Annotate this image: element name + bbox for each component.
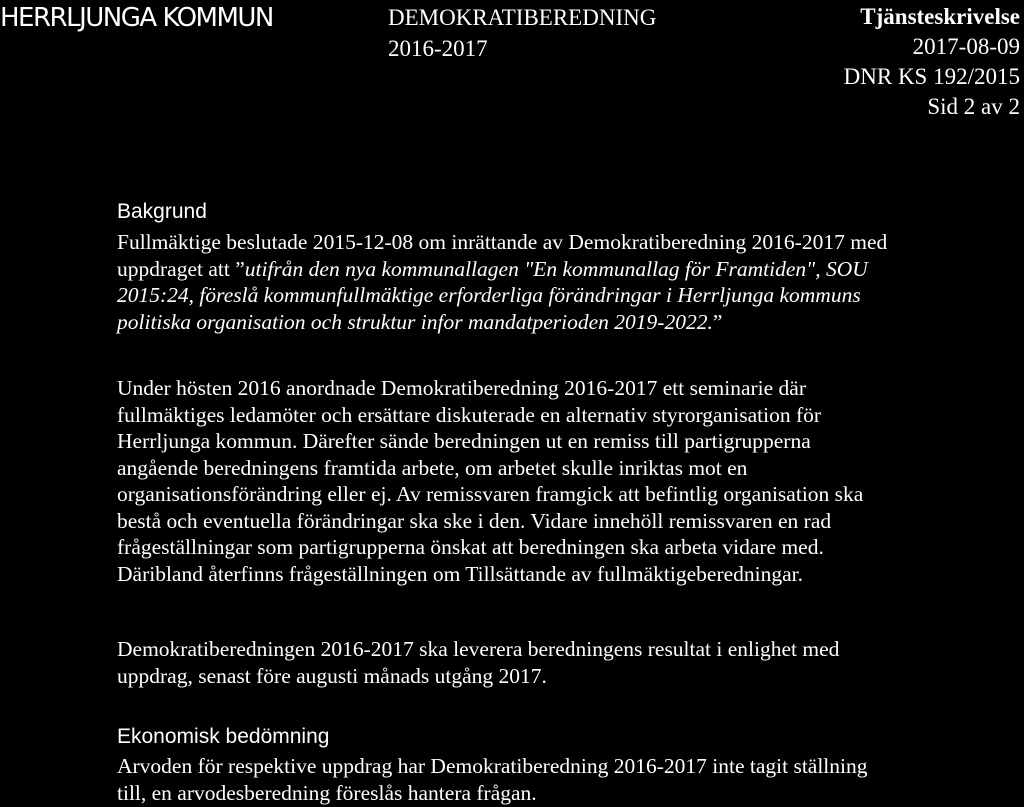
paragraph-line: Arvoden för respektive uppdrag har Demokratiberedning 2016-2017 inte tagit ställning <box>117 754 868 778</box>
economics-paragraph <box>117 753 1017 806</box>
paragraph-line <box>117 309 1017 336</box>
background-paragraph-3 <box>117 636 1017 689</box>
section-heading-background: Bakgrund <box>117 200 207 223</box>
paragraph-line: Herrljunga kommun. Därefter sände beredningen ut en remiss till partigrupperna <box>117 429 811 453</box>
document-date: 2017-08-09 <box>912 34 1020 59</box>
paragraph-line: uppdrag, senast före augusti månads utgång 2017. <box>117 663 547 688</box>
paragraph-line: organisationsförändring eller ej. Av remissvaren framgick att befintlig organisation ska <box>117 482 864 506</box>
paragraph-line <box>117 282 1017 309</box>
text-segment: ” <box>712 309 723 334</box>
paragraph-line: Demokratiberedningen 2016-2017 ska leverera beredningens resultat i enlighet med <box>117 637 840 661</box>
background-paragraph-2 <box>117 375 1017 587</box>
text-segment: uppdraget att ” <box>117 256 245 281</box>
document-type: Tjänsteskrivelse <box>860 4 1020 29</box>
paragraph-line: angående beredningens framtida arbete, om arbetet skulle inriktas mot en <box>117 455 748 480</box>
background-paragraph-1 <box>117 229 1017 335</box>
paragraph-line: frågeställningar som partigrupperna önskat att beredningen ska arbeta vidare med. <box>117 535 824 559</box>
quote-text: utifrån den nya kommunallagen "En kommunallag för Framtiden", SOU <box>244 256 868 281</box>
organization-name: HERRLJUNGA KOMMUN <box>0 3 273 33</box>
department-block <box>388 2 656 64</box>
quote-text: politiska organisation och struktur infor mandatperioden 2019-2022. <box>117 309 713 334</box>
paragraph-line <box>117 256 1017 283</box>
paragraph-line: till, en arvodesberedning föreslås hantera frågan. <box>117 780 537 805</box>
department-name: DEMOKRATIBEREDNING <box>388 5 657 30</box>
document-dnr: DNR KS 192/2015 <box>843 64 1020 89</box>
paragraph-line: Under hösten 2016 anordnade Demokratiberedning 2016-2017 ett seminarie där <box>117 376 806 400</box>
paragraph-line: bestå och eventuella förändringar ska ske i den. Vidare innehöll remissvaren en rad <box>117 508 832 533</box>
page-number: Sid 2 av 2 <box>927 94 1020 119</box>
department-years: 2016-2017 <box>388 36 488 61</box>
quote-text: 2015:24, föreslå kommunfullmäktige erforderliga förändringar i Herrljunga kommuns <box>117 283 861 307</box>
paragraph-line: fullmäktiges ledamöter och ersättare diskuterade en alternativ styrorganisation för <box>117 402 822 427</box>
section-heading-economics: Ekonomisk bedömning <box>117 725 330 748</box>
paragraph-line: Däribland återfinns frågeställningen om Tillsättande av fullmäktigeberedningar. <box>117 561 804 586</box>
paragraph-line: Fullmäktige beslutade 2015-12-08 om inrättande av Demokratiberedning 2016-2017 med <box>117 230 888 254</box>
document-meta <box>844 2 1020 122</box>
